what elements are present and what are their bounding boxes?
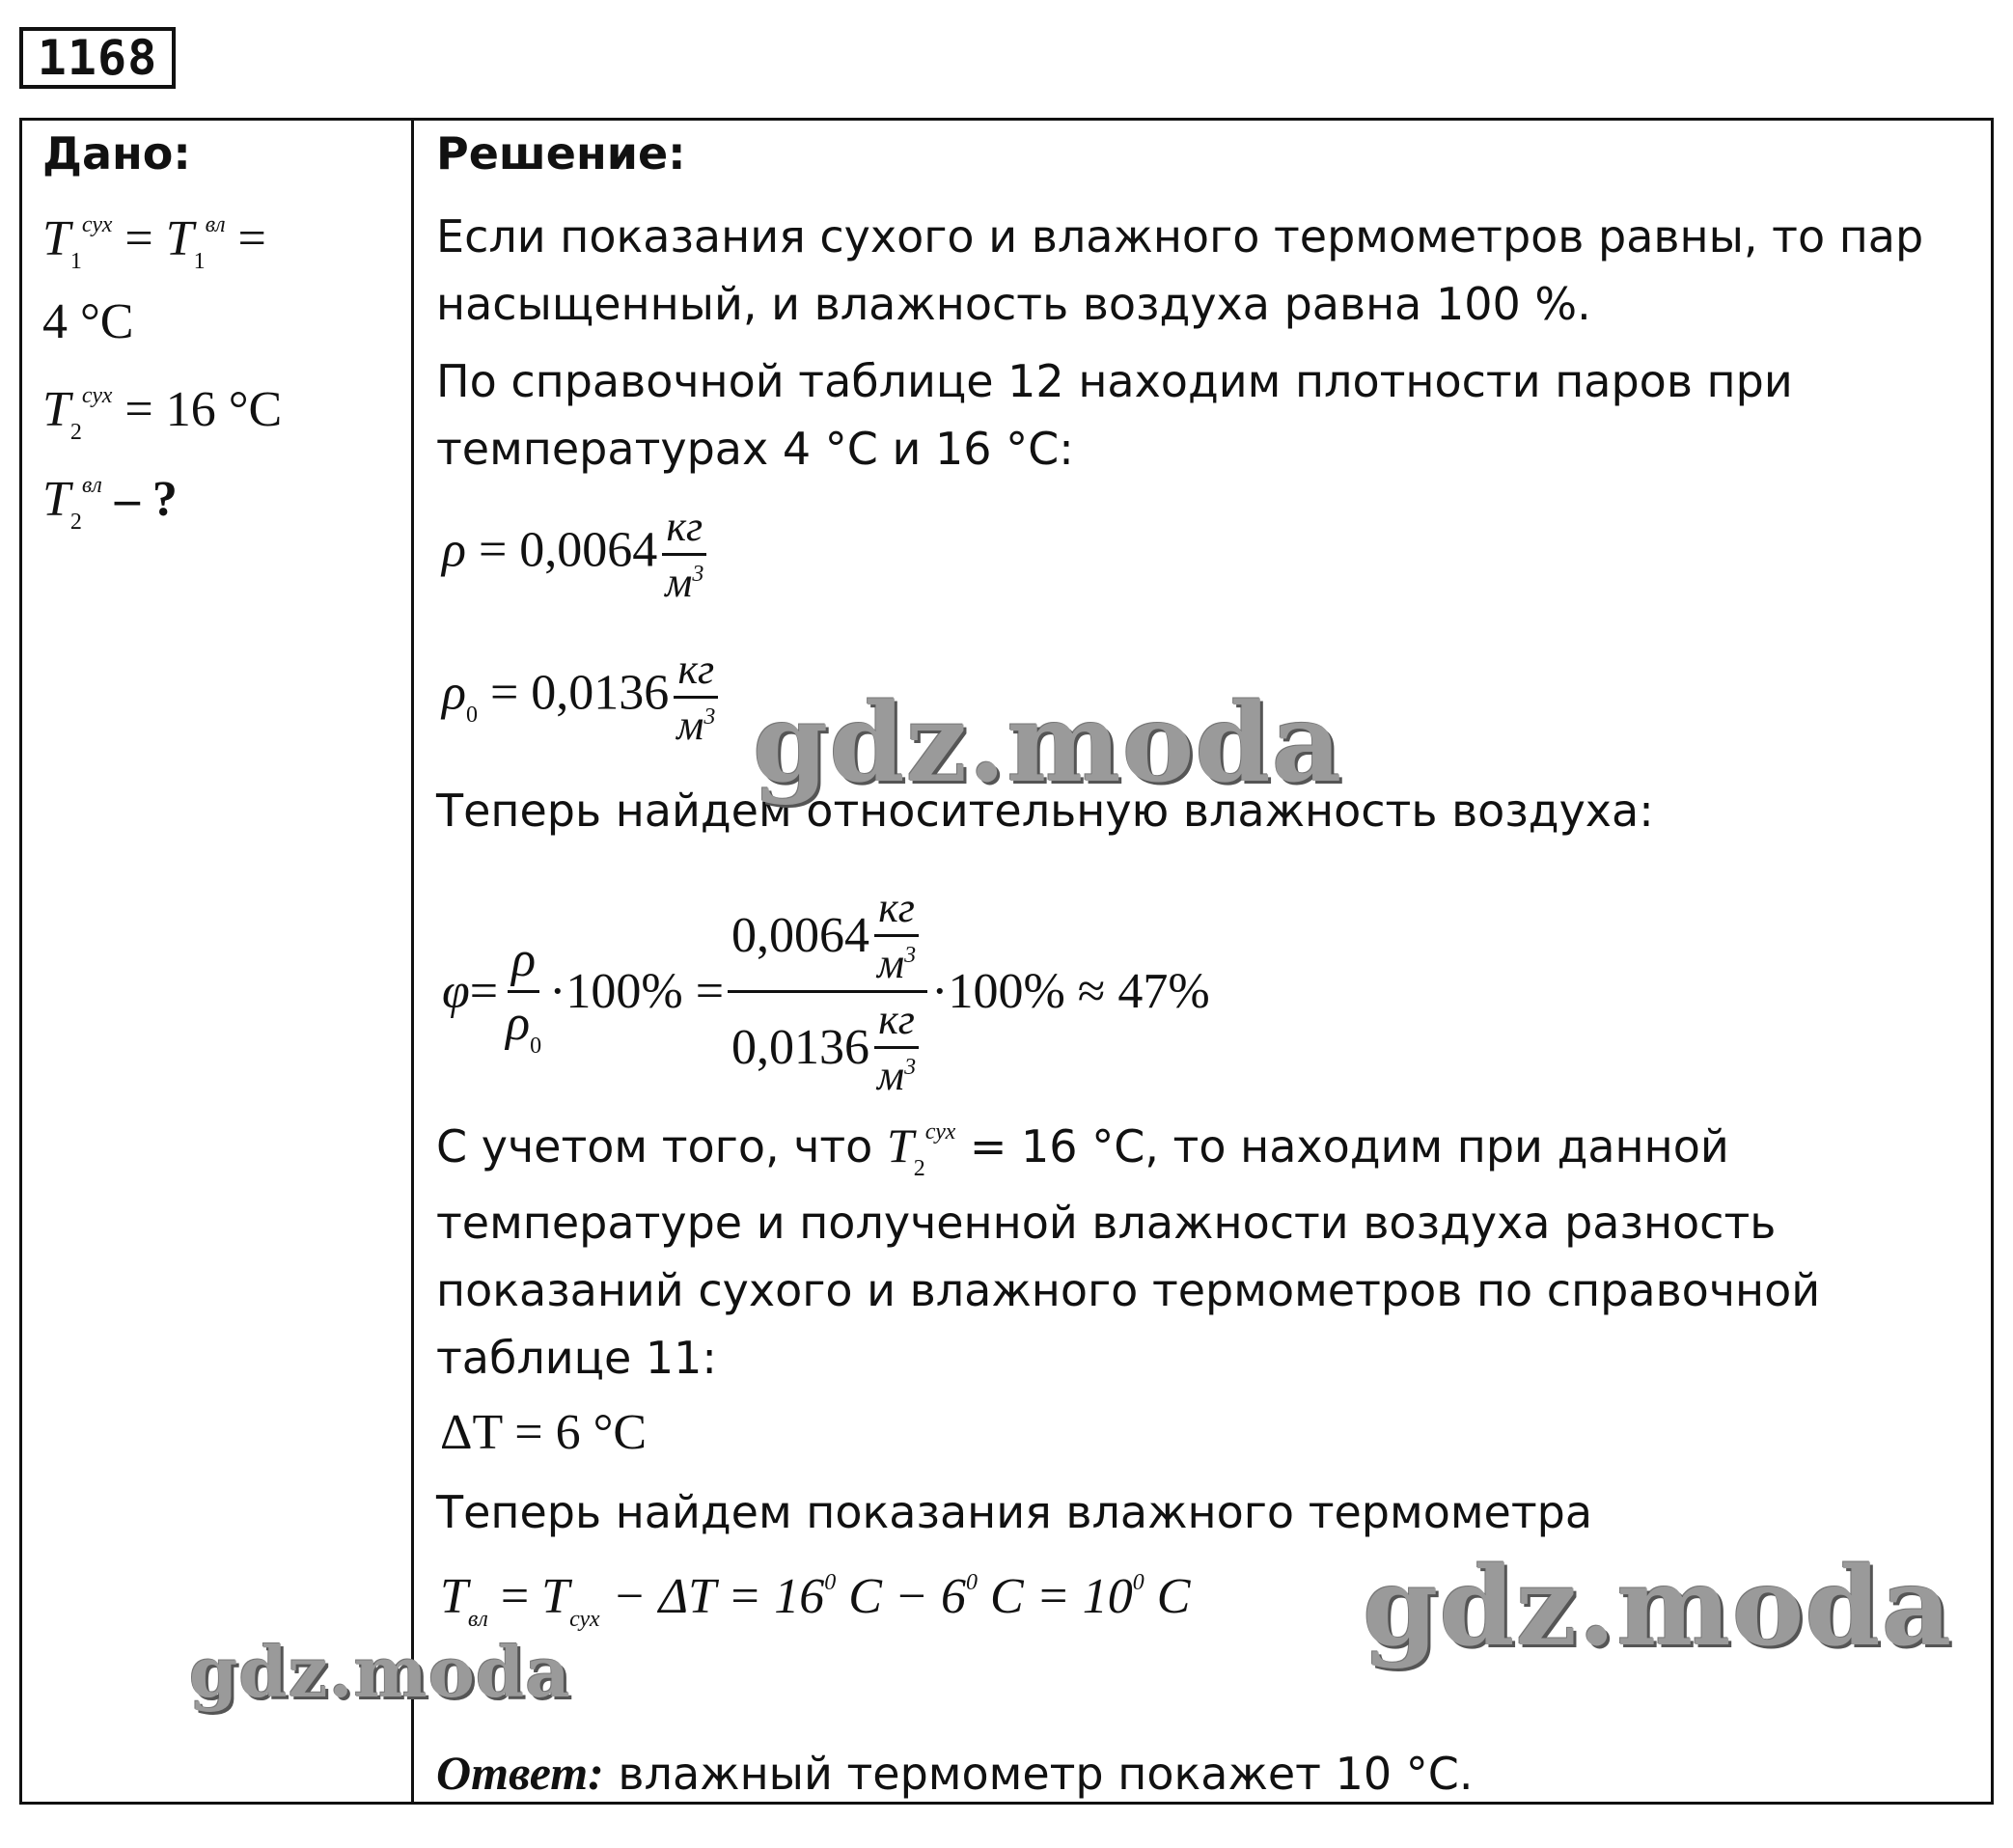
- watermark: gdz.moda: [1363, 1544, 1953, 1670]
- solution-paragraph-3: Теперь найдем относительную влажность воздуха:: [436, 785, 1654, 837]
- watermark: gdz.moda: [189, 1631, 571, 1713]
- solution-header: Решение:: [436, 127, 686, 179]
- solution-paragraph-2: По справочной таблице 12 находим плотности паров при температурах 4 °C и 16 °C:: [436, 355, 1793, 475]
- solution-paragraph-4: С учетом того, что $T_2^{сух} = 16$ °C, то находим при данной температуре и полученной влажности воздуха разность показаний сухого и влажного термометров по справочной таблице 11:: [436, 1118, 1821, 1384]
- column-divider: [411, 118, 414, 1805]
- rho0-formula: $\rho_0 = 0,0136$ $\frac{кг}{м^3}$: [442, 645, 723, 750]
- given-line-1b: 4 °C: [42, 294, 134, 349]
- rho-formula: ρ = 0,0064 $\frac{кг}{м^3}$: [442, 502, 711, 607]
- phi-formula: φ = $\frac{\rho}{\rho_0}$ ·100% = 0,0064 $\frac{кг}{м^3}$ 0,0136 $\frac{кг}{м^3}$ ·100% ≈ 47%: [442, 884, 1210, 1099]
- solution-paragraph-1: Если показания сухого и влажного термометров равны, то пар насыщенный, и влажность воздуха равна 100 %.: [436, 210, 1924, 330]
- delta-t-formula: ΔT = 6 °C: [440, 1405, 648, 1460]
- final-formula: $T_{вл} = T_{сух} - \Delta T = 16^0$ $C - 6^0$ $C = 10^0$ C: [440, 1569, 1191, 1632]
- task-number: 1168: [19, 27, 176, 89]
- given-line-1: $T_1^{сух} = T_1^{вл}$ =: [42, 211, 266, 274]
- watermark: gdz.moda: [753, 680, 1343, 807]
- answer-line: Ответ: влажный термометр покажет 10 °C.: [436, 1746, 1474, 1800]
- given-header: Дано:: [42, 127, 191, 179]
- given-line-3: $T_2^{вл}$ – ?: [42, 472, 178, 535]
- answer-label: Ответ:: [436, 1746, 604, 1800]
- solution-paragraph-5: Теперь найдем показания влажного термометра: [436, 1486, 1593, 1538]
- given-line-2: $T_2^{сух} = 16$ °C: [42, 382, 283, 445]
